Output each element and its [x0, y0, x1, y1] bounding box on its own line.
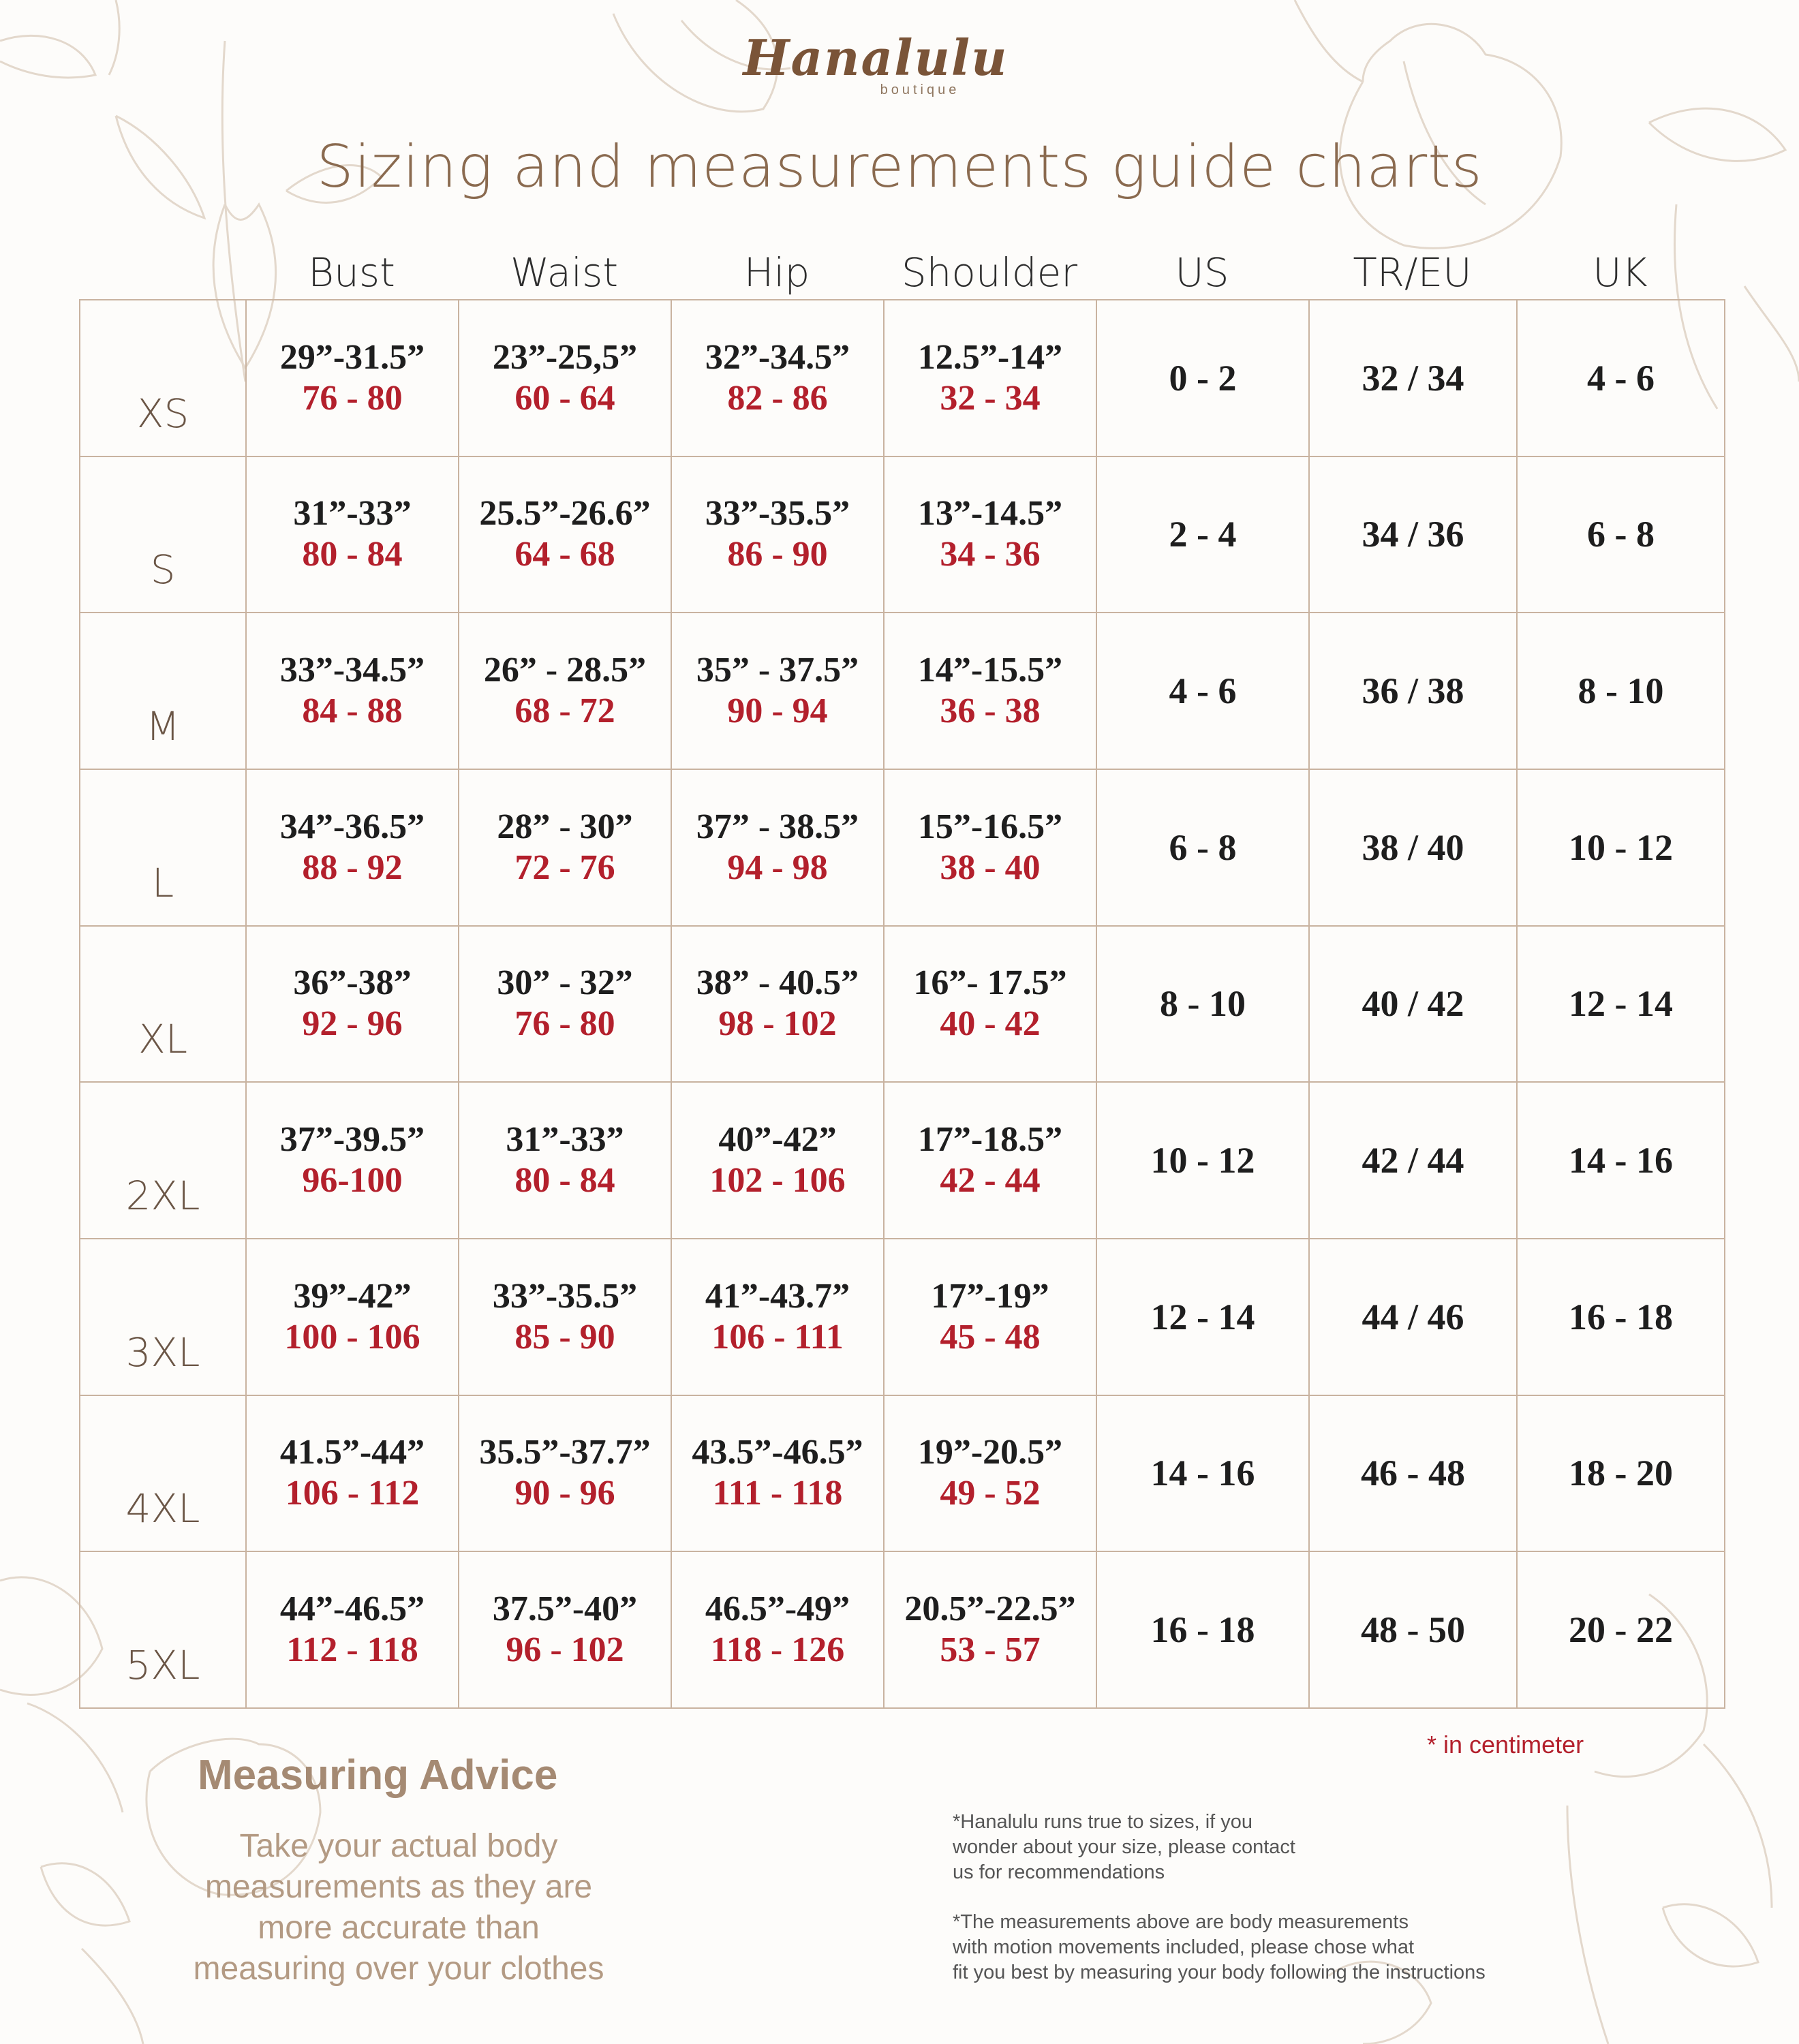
waist-inches: 37.5”-40” [492, 1590, 638, 1629]
tr-eu-size-cell [1309, 1551, 1517, 1708]
shoulder-inches: 16”- 17.5” [913, 963, 1067, 1003]
flower-shape [27, 1703, 123, 1812]
shoulder-cell [884, 1395, 1096, 1552]
waist-inches: 28” - 30” [497, 807, 633, 846]
tr-eu-size: 32 / 34 [1362, 357, 1464, 399]
bust-cell [246, 1395, 459, 1552]
tr-eu-size-cell [1309, 1239, 1517, 1395]
bust-cell [246, 769, 459, 926]
hip-cell [671, 300, 884, 456]
tr-eu-size: 34 / 36 [1362, 514, 1464, 555]
waist-cm: 96 - 102 [506, 1630, 624, 1670]
page-title: Sizing and measurements guide charts [316, 133, 1483, 201]
hip-inches: 46.5”-49” [705, 1590, 850, 1629]
hip-cm: 86 - 90 [727, 535, 828, 574]
hip-cell [671, 1082, 884, 1239]
waist-inches: 31”-33” [506, 1120, 624, 1160]
shoulder-cm: 49 - 52 [940, 1474, 1041, 1513]
us-size: 10 - 12 [1150, 1140, 1255, 1181]
uk-size: 8 - 10 [1578, 670, 1664, 712]
shoulder-inches: 14”-15.5” [917, 651, 1063, 690]
hip-cell [671, 769, 884, 926]
bust-cm: 80 - 84 [302, 535, 403, 574]
size-chart-table [79, 299, 1725, 1709]
bust-cell [246, 926, 459, 1083]
hip-inches: 32”-34.5” [705, 337, 850, 377]
leaf-shape [82, 1949, 143, 2044]
table-row [80, 1551, 1725, 1708]
us-size-cell [1096, 1395, 1309, 1552]
uk-size: 14 - 16 [1569, 1140, 1673, 1181]
table-row [80, 613, 1725, 769]
waist-cell [459, 769, 671, 926]
uk-size-cell [1517, 456, 1725, 613]
waist-cm: 76 - 80 [514, 1004, 615, 1044]
uk-size-cell [1517, 1239, 1725, 1395]
advice-line: Take your actual body [239, 1828, 558, 1864]
leaf-shape [1663, 1904, 1758, 1966]
shoulder-cell [884, 456, 1096, 613]
uk-size-cell [1517, 613, 1725, 769]
leaf-shape [1295, 0, 1363, 82]
hip-inches: 41”-43.7” [705, 1276, 850, 1316]
leaf-shape [0, 35, 95, 78]
size-label: M [80, 613, 246, 769]
bust-cell [246, 1551, 459, 1708]
shoulder-inches: 15”-16.5” [917, 807, 1063, 846]
waist-cell [459, 926, 671, 1083]
table-row [80, 1082, 1725, 1239]
bust-cm: 96-100 [302, 1161, 403, 1201]
shoulder-cm: 38 - 40 [940, 848, 1041, 887]
bust-cell [246, 1239, 459, 1395]
tr-eu-size: 44 / 46 [1362, 1296, 1464, 1337]
shoulder-inches: 17”-19” [931, 1276, 1049, 1316]
shoulder-cm: 53 - 57 [940, 1630, 1041, 1670]
uk-size: 16 - 18 [1569, 1296, 1673, 1337]
size-label: 3XL [80, 1239, 246, 1395]
us-size-cell [1096, 926, 1309, 1083]
size-label: XS [80, 300, 246, 456]
advice-text [143, 1826, 654, 1989]
bust-cm: 92 - 96 [302, 1004, 403, 1044]
tr-eu-size: 42 / 44 [1362, 1140, 1464, 1181]
advice-title: Measuring Advice [198, 1752, 558, 1799]
bust-inches: 34”-36.5” [279, 807, 425, 846]
tr-eu-size-cell [1309, 1395, 1517, 1552]
hip-cell [671, 926, 884, 1083]
note-line: with motion movements included, please chose what [953, 1936, 1415, 1958]
waist-cell [459, 1551, 671, 1708]
us-size-cell [1096, 1551, 1309, 1708]
bust-cm: 88 - 92 [302, 848, 403, 887]
hip-cell [671, 1395, 884, 1552]
uk-size: 4 - 6 [1587, 357, 1655, 399]
col-header-hip: Hip [743, 249, 810, 296]
fit-note [953, 1910, 1634, 1985]
flower-shape [1704, 1744, 1772, 1908]
tr-eu-size-cell [1309, 926, 1517, 1083]
note-line: wonder about your size, please contact [953, 1836, 1295, 1858]
waist-inches: 33”-35.5” [492, 1276, 638, 1316]
hip-inches: 37” - 38.5” [696, 807, 859, 846]
uk-size-cell [1517, 300, 1725, 456]
col-header-shoulder: Shoulder [901, 249, 1078, 296]
waist-cell [459, 1239, 671, 1395]
bust-inches: 33”-34.5” [279, 651, 425, 690]
waist-cm: 64 - 68 [514, 535, 615, 574]
bust-cm: 106 - 112 [285, 1474, 420, 1513]
shoulder-inches: 13”-14.5” [917, 494, 1063, 533]
column-headers [79, 245, 1724, 300]
tr-eu-size-cell [1309, 456, 1517, 613]
col-header-tr-eu: TR/EU [1353, 249, 1472, 296]
us-size-cell [1096, 300, 1309, 456]
size-label: L [80, 769, 246, 926]
shoulder-cell [884, 769, 1096, 926]
shoulder-cm: 40 - 42 [940, 1004, 1041, 1044]
waist-cm: 68 - 72 [514, 692, 615, 731]
waist-inches: 26” - 28.5” [483, 651, 647, 690]
tr-eu-size-cell [1309, 769, 1517, 926]
shoulder-cell [884, 926, 1096, 1083]
hip-inches: 40”-42” [718, 1120, 837, 1160]
col-header-us: US [1175, 249, 1229, 296]
hip-cm: 118 - 126 [710, 1630, 845, 1670]
tr-eu-size: 36 / 38 [1362, 670, 1464, 712]
tr-eu-size-cell [1309, 300, 1517, 456]
uk-size-cell [1517, 769, 1725, 926]
us-size-cell [1096, 1082, 1309, 1239]
hip-cm: 90 - 94 [727, 692, 828, 731]
hip-cell [671, 1239, 884, 1395]
advice-line: measuring over your clothes [193, 1951, 604, 1987]
waist-cm: 60 - 64 [514, 378, 615, 418]
hip-cm: 94 - 98 [727, 848, 828, 887]
bust-cell [246, 613, 459, 769]
us-size: 14 - 16 [1150, 1453, 1255, 1494]
shoulder-inches: 17”-18.5” [917, 1120, 1063, 1160]
bust-cell [246, 300, 459, 456]
note-line: fit you best by measuring your body following the instructions [953, 1962, 1486, 1983]
waist-inches: 25.5”-26.6” [479, 494, 651, 533]
brand-tagline: boutique [880, 82, 960, 97]
us-size: 12 - 14 [1150, 1296, 1255, 1337]
hip-cm: 98 - 102 [718, 1004, 837, 1044]
shoulder-cm: 34 - 36 [940, 535, 1041, 574]
us-size: 6 - 8 [1169, 826, 1237, 868]
table-row [80, 1239, 1725, 1395]
waist-inches: 35.5”-37.7” [479, 1433, 651, 1472]
fit-note [953, 1810, 1634, 1885]
uk-size: 12 - 14 [1569, 983, 1673, 1025]
uk-size-cell [1517, 1395, 1725, 1552]
shoulder-cm: 45 - 48 [940, 1317, 1041, 1357]
col-header-size [79, 245, 245, 300]
table-row [80, 456, 1725, 613]
uk-size: 20 - 22 [1569, 1609, 1673, 1651]
fit-notes [953, 1810, 1634, 2010]
bust-cm: 84 - 88 [302, 692, 403, 731]
bust-cm: 100 - 106 [284, 1317, 420, 1357]
bust-cm: 76 - 80 [302, 378, 403, 418]
tr-eu-size: 40 / 42 [1362, 983, 1464, 1025]
hip-inches: 33”-35.5” [705, 494, 850, 533]
size-label: 5XL [80, 1551, 246, 1708]
waist-inches: 30” - 32” [497, 963, 633, 1003]
hip-cm: 111 - 118 [712, 1474, 843, 1513]
shoulder-inches: 20.5”-22.5” [904, 1590, 1076, 1629]
table-row [80, 769, 1725, 926]
waist-cm: 80 - 84 [514, 1161, 615, 1201]
size-label: 2XL [80, 1082, 246, 1239]
uk-size: 10 - 12 [1569, 826, 1673, 868]
col-header-waist: Waist [510, 249, 619, 296]
waist-cell [459, 456, 671, 613]
leaf-shape [109, 0, 119, 75]
brand-name: Hanalulu [743, 29, 1009, 87]
uk-size-cell [1517, 926, 1725, 1083]
hip-cm: 102 - 106 [709, 1161, 846, 1201]
hip-cell [671, 1551, 884, 1708]
waist-cm: 85 - 90 [514, 1317, 615, 1357]
size-label: XL [80, 926, 246, 1083]
waist-cell [459, 1395, 671, 1552]
us-size: 0 - 2 [1169, 357, 1237, 399]
hip-inches: 43.5”-46.5” [692, 1433, 863, 1472]
hip-cell [671, 613, 884, 769]
us-size-cell [1096, 769, 1309, 926]
shoulder-cell [884, 1239, 1096, 1395]
us-size: 8 - 10 [1160, 983, 1246, 1025]
us-size-cell [1096, 456, 1309, 613]
col-header-uk: UK [1593, 249, 1648, 296]
shoulder-inches: 19”-20.5” [917, 1433, 1063, 1472]
waist-cell [459, 613, 671, 769]
waist-inches: 23”-25,5” [492, 337, 638, 377]
bust-inches: 44”-46.5” [279, 1590, 425, 1629]
bust-inches: 31”-33” [293, 494, 412, 533]
hip-inches: 38” - 40.5” [696, 963, 859, 1003]
hip-cm: 106 - 111 [711, 1317, 844, 1357]
table-row [80, 300, 1725, 456]
shoulder-cm: 36 - 38 [940, 692, 1041, 731]
note-line: us for recommendations [953, 1861, 1165, 1883]
size-label: 4XL [80, 1395, 246, 1552]
uk-size-cell [1517, 1551, 1725, 1708]
tr-eu-size: 38 / 40 [1362, 826, 1464, 868]
bust-inches: 29”-31.5” [279, 337, 425, 377]
advice-line: more accurate than [258, 1910, 540, 1946]
hip-inches: 35” - 37.5” [696, 651, 859, 690]
us-size: 2 - 4 [1169, 514, 1237, 555]
tr-eu-size: 48 - 50 [1361, 1609, 1465, 1651]
hip-cell [671, 456, 884, 613]
shoulder-cell [884, 1551, 1096, 1708]
bust-inches: 37”-39.5” [279, 1120, 425, 1160]
waist-cell [459, 1082, 671, 1239]
tr-eu-size-cell [1309, 1082, 1517, 1239]
bust-cell [246, 456, 459, 613]
tr-eu-size-cell [1309, 613, 1517, 769]
waist-cm: 72 - 76 [514, 848, 615, 887]
brand-logo [739, 24, 1012, 98]
bust-cm: 112 - 118 [286, 1630, 418, 1670]
advice-line: measurements as they are [204, 1869, 593, 1905]
shoulder-cell [884, 613, 1096, 769]
uk-size: 6 - 8 [1587, 514, 1655, 555]
note-line: *The measurements above are body measurements [953, 1911, 1409, 1933]
bust-inches: 36”-38” [293, 963, 412, 1003]
waist-cm: 90 - 96 [514, 1474, 615, 1513]
us-size: 16 - 18 [1150, 1609, 1255, 1651]
us-size: 4 - 6 [1169, 670, 1237, 712]
shoulder-cm: 42 - 44 [940, 1161, 1041, 1201]
bust-inches: 41.5”-44” [279, 1433, 425, 1472]
leaf-shape [41, 1863, 129, 1925]
leaf-shape [1744, 286, 1799, 382]
tr-eu-size: 46 - 48 [1361, 1453, 1465, 1494]
uk-size-cell [1517, 1082, 1725, 1239]
unit-note: * in centimeter [1427, 1731, 1584, 1759]
table-row [80, 926, 1725, 1083]
size-label: S [80, 456, 246, 613]
shoulder-inches: 12.5”-14” [917, 337, 1063, 377]
shoulder-cell [884, 1082, 1096, 1239]
shoulder-cm: 32 - 34 [940, 378, 1041, 418]
us-size-cell [1096, 1239, 1309, 1395]
us-size-cell [1096, 613, 1309, 769]
note-line: *Hanalulu runs true to sizes, if you [953, 1811, 1253, 1833]
col-header-bust: Bust [308, 249, 395, 296]
waist-cell [459, 300, 671, 456]
table-row [80, 1395, 1725, 1552]
shoulder-cell [884, 300, 1096, 456]
uk-size: 18 - 20 [1569, 1453, 1673, 1494]
bust-cell [246, 1082, 459, 1239]
hip-cm: 82 - 86 [727, 378, 828, 418]
bust-inches: 39”-42” [293, 1276, 412, 1316]
